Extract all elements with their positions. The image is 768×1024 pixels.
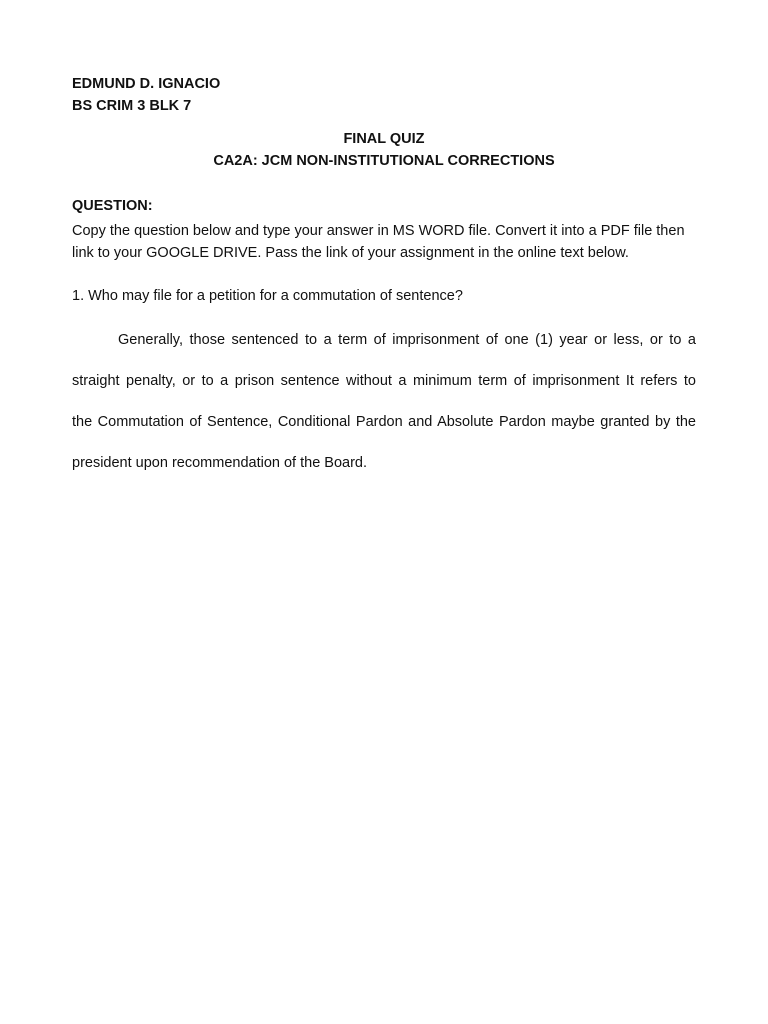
question-heading: QUESTION:	[72, 198, 153, 214]
student-section: BS CRIM 3 BLK 7	[72, 98, 192, 114]
instructions-text: Copy the question below and type your answer in MS WORD file. Convert it into a PDF file then link to your GOOGLE DRIVE. Pass the link of your assignment in the online text below.	[72, 223, 685, 261]
answer-line-1-text: Generally, those sentenced to a term of imprisonment of one (1) year or less, or to a	[118, 332, 696, 348]
student-name: EDMUND D. IGNACIO	[72, 76, 221, 92]
answer-paragraph-line-3: the Commutation of Sentence, Conditional Pardon and Absolute Pardon maybe granted by the	[72, 414, 696, 430]
course-title: CA2A: JCM NON-INSTITUTIONAL CORRECTIONS	[213, 153, 555, 169]
answer-paragraph-line-4: president upon recommendation of the Board.	[72, 455, 368, 471]
answer-paragraph-line-2: straight penalty, or to a prison sentence without a minimum term of imprisonment It refers to	[72, 373, 696, 389]
answer-paragraph-line-1	[72, 332, 696, 348]
question-text: 1. Who may file for a petition for a commutation of sentence?	[72, 288, 463, 304]
quiz-title: FINAL QUIZ	[343, 131, 425, 147]
